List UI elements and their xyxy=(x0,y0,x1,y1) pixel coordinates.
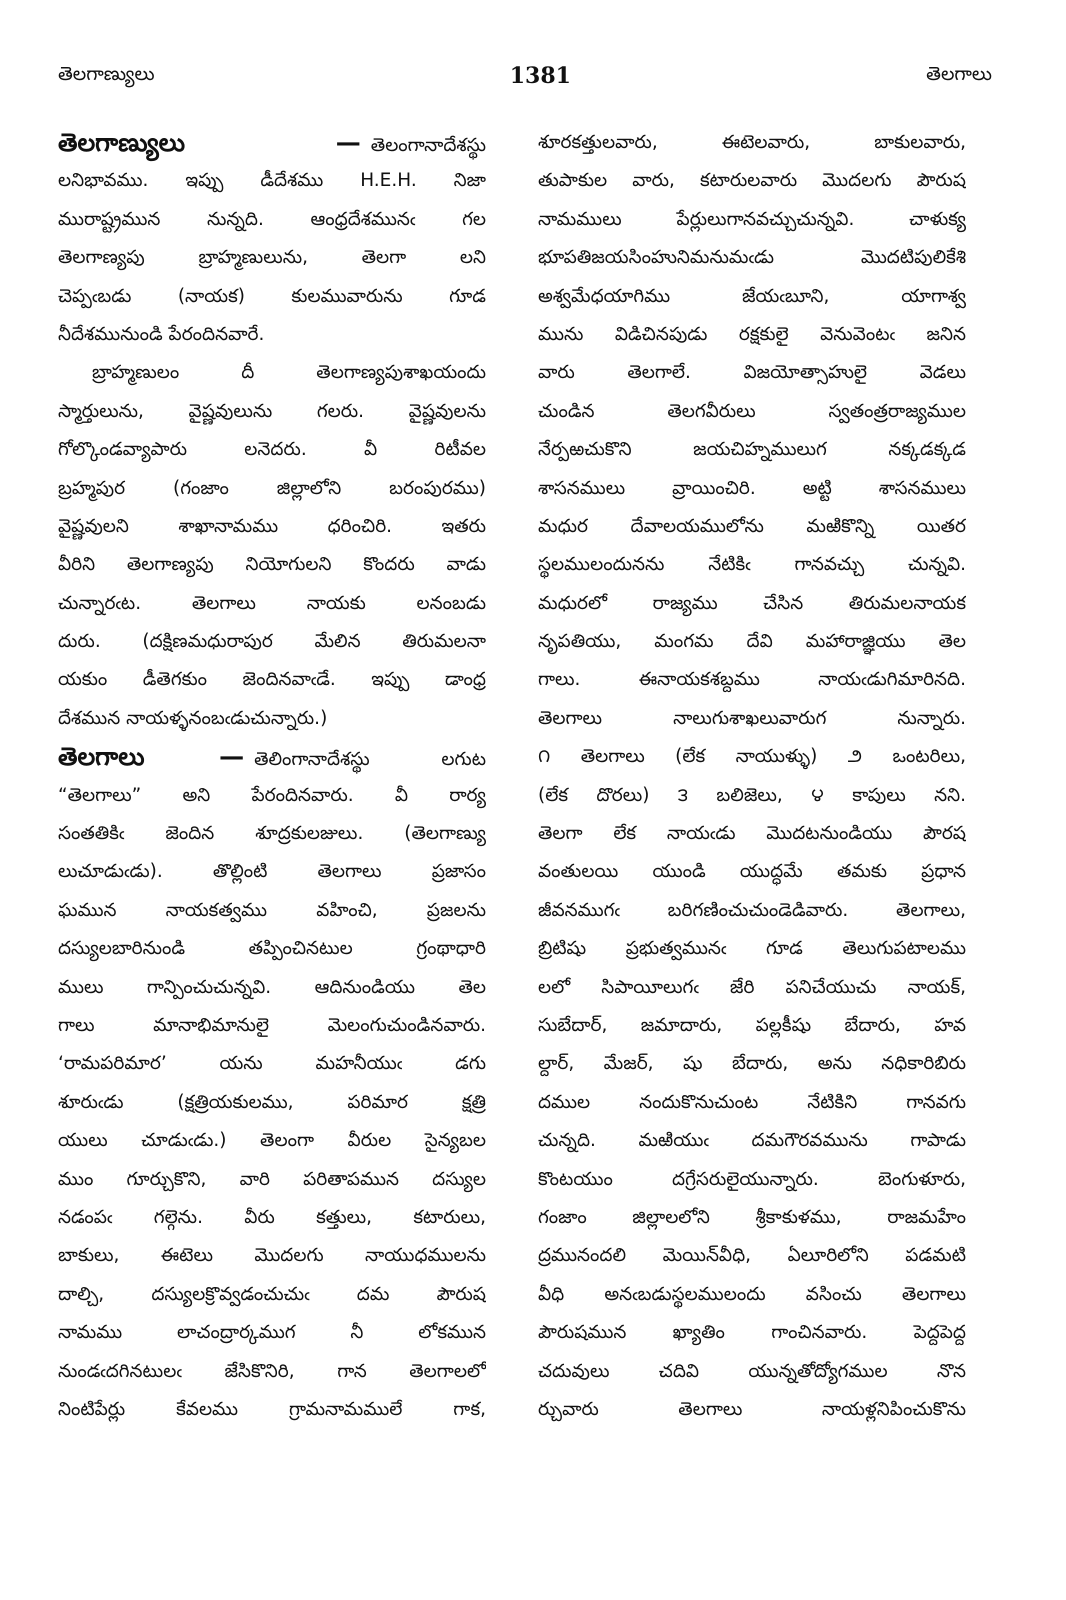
left-column xyxy=(58,124,486,1429)
text-line: భూపతిజయసింహునిమనుమఁడు మొదటిపులికేశి xyxy=(538,247,966,269)
entry-headword: తెలగాణ్యులు — xyxy=(58,128,361,157)
text-line: తెలగాలు నాలుగుశాఖలువారుగ నున్నారు. xyxy=(538,707,966,729)
text-line: ‘రామపరిమార’ యను మహనీయుఁ డగు xyxy=(58,1053,486,1075)
text-line: సుబేదార్, జమాదారు, పల్లకీషు బేదారు, హవ xyxy=(538,1014,966,1036)
entry-heading-line xyxy=(58,738,486,776)
text-line: తెలగాణ్యపు బ్రాహ్మణులును, తెలగా లని xyxy=(58,247,486,269)
text-line: మురాష్ట్రమున నున్నది. ఆంధ్రదేశమునఁ గల xyxy=(58,208,486,230)
text-line: “తెలగాలు” అని పేరందినవారు. వీ రార్య xyxy=(58,784,486,806)
text-line: నింటిపేర్లు కేవలము గ్రామనామములే గాక, xyxy=(58,1398,486,1420)
text-line: యులు చూడుఁడు.) తెలంగా వీరుల సైన్యబల xyxy=(58,1130,486,1152)
text-line: దేశమున నాయళ్ళనంబఁడుచున్నారు.) xyxy=(58,707,328,729)
text-line: మును విడిచినపుడు రక్షకులై వెనువెంటఁ జనిన xyxy=(538,323,966,345)
text-line: చుండిన తెలగవీరులు స్వతంత్రరాజ్యముల xyxy=(538,400,966,422)
text-line: చెప్పఁబడు (నాయక) కులమువారును గూడ xyxy=(58,285,486,307)
running-header xyxy=(58,56,992,96)
text-line: చున్నారఁట. తెలగాలు నాయకు లనంబడు xyxy=(58,592,486,614)
text-line: వారు తెలగాలే. విజయోత్సాహులై వెడలు xyxy=(538,362,966,384)
text-line: వీరిని తెలగాణ్యపు నియోగులని కొందరు వాడు xyxy=(58,554,486,576)
text-line: వీధి అనఁబడుస్థలములందు వసించు తెలగాలు xyxy=(538,1283,966,1305)
header-left-title: తెలగాణ్యులు xyxy=(58,62,155,85)
header-right-title: తెలగాలు xyxy=(926,62,992,85)
text-line: యకుం డీతెగకుం జెందినవాఁడే. ఇప్పు డాంధ్ర xyxy=(58,669,486,691)
text-line: దాల్చి, దస్యులక్రొవ్వడంచుచుఁ దమ పౌరుష xyxy=(58,1283,486,1305)
text-line: (లేక దొరలు) ౩ బలిజెలు, ౪ కాపులు నని. xyxy=(538,784,966,806)
text-line: లలో సిపాయీలుగఁ జేరి పనిచేయుచు నాయక్, xyxy=(538,976,966,998)
text-line: తెలగా లేక నాయఁడు మొదటనుండియు పౌరష xyxy=(538,823,966,845)
text-line: స్మార్తులును, వైష్ణవులును గలరు. వైష్ణవులను xyxy=(58,400,486,422)
text-line: ౧ తెలగాలు (లేక నాయుళ్ళు) ౨ ఒంటరిలు, xyxy=(538,746,966,768)
text-line: శూరుఁడు (క్షత్రియకులము, పరిమార క్షత్రి xyxy=(58,1091,486,1113)
text-line: వంతులయి యుండి యుద్ధమే తమకు ప్రధాన xyxy=(538,861,966,883)
text-line: గోల్కొండవ్యాపారు లనెదరు. వీ రిటీవల xyxy=(58,439,486,461)
text-line: ఘమున నాయకత్వము వహించి, ప్రజలను xyxy=(58,899,486,921)
text-line: బ్రాహ్మణులం దీ తెలగాణ్యపుశాఖయందు xyxy=(92,362,486,384)
text-line: నామములు పేర్లులుగానవచ్చుచున్నవి. చాళుక్య xyxy=(538,208,966,230)
entry-heading-line xyxy=(58,124,486,162)
text-line: కొంటయుం దగ్రేసరులైయున్నారు. బెంగుళూరు, xyxy=(538,1168,966,1190)
text-line: ల్దార్, మేజర్, షు బేదారు, అను నధికారిబిరు xyxy=(538,1053,966,1075)
text-line: బాకులు, ఈటెలు మొదలగు నాయుధములను xyxy=(58,1245,486,1267)
text-line: నామము లాచంద్రార్కముగ నీ లోకమున xyxy=(58,1322,486,1344)
text-line: నీదేశమునుండి పేరందినవారే. xyxy=(58,323,265,345)
text-line: గంజాం జిల్లాలలోని శ్రీకాకుళము, రాజమహేం xyxy=(538,1206,966,1228)
text-line: దురు. (దక్షిణమధురాపుర మేలిన తిరుమలనా xyxy=(58,631,486,653)
text-line: ద్రమునందలి మెయిన్‌వీధి, ఏలూరిలోని పడమటి xyxy=(538,1245,966,1267)
right-column xyxy=(538,124,966,1429)
text-line: నేర్పఱచుకొని జయచిహ్నములుగ నక్కడక్కడ xyxy=(538,439,966,461)
text-line: మధురలో రాజ్యము చేసిన తిరుమలనాయక xyxy=(538,592,966,614)
text-line: నృపతియు, మంగమ దేవి మహారాజ్ఞియు తెల xyxy=(538,631,966,653)
text-line: ముం గూర్చుకొని, వారి పరితాపమున దస్యుల xyxy=(58,1168,486,1190)
text-line: లనిభావము. ఇప్పు డీదేశము H.E.H. నిజా xyxy=(58,170,486,192)
text-line: లుచూడుఁడు). తొల్లింటి తెలగాలు ప్రజాసం xyxy=(58,861,486,883)
text-line: దస్యులబారినుండి తప్పించినటుల గ్రంథాధారి xyxy=(58,938,486,960)
text-line: నడంపఁ గల్గెను. వీరు కత్తులు, కటారులు, xyxy=(58,1206,486,1228)
text-line: గాలు మానాభిమానులై మెలంగుచుండినవారు. xyxy=(58,1014,486,1036)
text-line: శాసనములు వ్రాయించిరి. అట్టి శాసనములు xyxy=(538,477,966,499)
text-line: బ్రిటిషు ప్రభుత్వమునఁ గూడ తెలుగుపటాలము xyxy=(538,938,966,960)
text-line: జీవనముగఁ బరిగణించుచుండెడివారు. తెలగాలు, xyxy=(538,899,966,921)
text-line: తుపాకుల వారు, కటారులవారు మొదలగు పౌరుష xyxy=(538,170,966,192)
text-line: ములు గాన్పించుచున్నవి. ఆదినుండియు తెల xyxy=(58,976,486,998)
text-line: సంతతికిఁ జెందిన శూద్రకులజులు. (తెలగాణ్యు xyxy=(58,823,486,845)
text-line: అశ్వమేధయాగిము జేయఁబూని, యాగాశ్వ xyxy=(538,285,966,307)
page-number: 1381 xyxy=(509,63,571,89)
text-line: వైష్ణవులని శాఖానామము ధరించిరి. ఇతరు xyxy=(58,515,486,537)
text-line: నుండఁదగినటులఁ జేసికొనిరి, గాన తెలగాలలో xyxy=(58,1360,486,1382)
text-line: తెలంగానాదేశస్థు xyxy=(370,135,486,156)
text-line: తెలింగానాదేశస్థు లగుట xyxy=(254,749,486,771)
text-line: పౌరుషమున ఖ్యాతిం గాంచినవారు. పెద్దపెద్ద xyxy=(538,1322,966,1344)
text-line: చున్నది. మఱియుఁ దమగౌరవమును గాపాడు xyxy=(538,1130,966,1152)
text-line: దముల నందుకొనుచుంట నేటికిని గానవగు xyxy=(538,1091,966,1113)
text-line: బ్రహ్మపుర (గంజాం జిల్లాలోని బరంపురము) xyxy=(58,477,486,499)
text-line: గాలు. ఈనాయకశబ్దము నాయఁడుగిమారినది. xyxy=(538,669,966,691)
text-line: మధుర దేవాలయములోను మఱికొన్ని యితర xyxy=(538,515,966,537)
text-line: స్థలములందునను నేటికిఁ గానవచ్చు చున్నవి. xyxy=(538,554,966,576)
text-line: శూరకత్తులవారు, ఈటెలవారు, బాకులవారు, xyxy=(538,132,966,153)
entry-headword: తెలగాలు — xyxy=(58,742,245,772)
text-line: చదువులు చదివి యున్నతోద్యోగముల నొన xyxy=(538,1360,966,1382)
text-line: ర్చువారు తెలగాలు నాయళ్లనిపించుకొను xyxy=(538,1398,966,1420)
